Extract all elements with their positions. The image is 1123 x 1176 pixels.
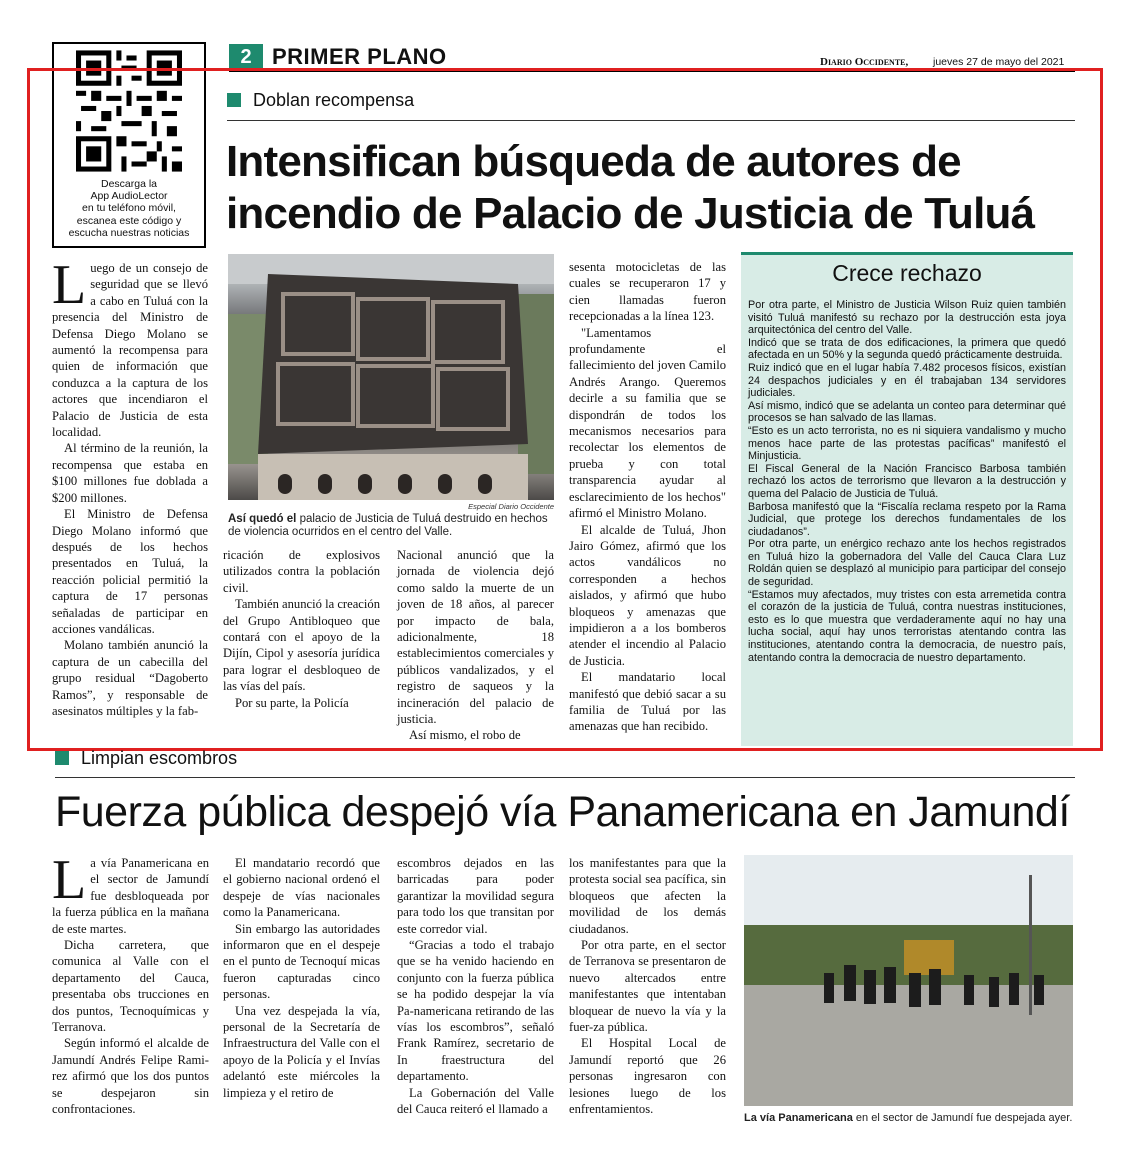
paragraph: Una vez despejada la vía, personal de la Secretaría de Infraestructura del Valle con el apoyo de la Policía y el Invías adelantó este miércoles la limpieza y el retiro de [223, 1003, 380, 1100]
paragraph: Molano también anunció la captura de un cabecilla del grupo residual “Dagoberto Ramos”, y responsable de asesinatos múltiples y la fab- [52, 638, 208, 718]
headline-line: Intensifican búsqueda de autores de [226, 137, 961, 186]
sidebar-paragraph: El Fiscal General de la Nación Francisco Barbosa también rechazó los actos de terrorismo que llevaron a la destrucción y quema del Palacio de Justicia de Tuluá. [748, 462, 1066, 500]
article2-kicker [55, 748, 237, 769]
photo-illustration [744, 855, 1073, 1106]
dropcap: L [52, 849, 87, 911]
caption-lead: La vía Panamericana [744, 1112, 853, 1124]
sidebar-paragraph: Por otra parte, un enérgico rechazo ante los hechos registrados en Tuluá hizo la gobernadora del Valle del Cauca Clara Luz Roldán quien se desplazó al municipio para participar del consejo de seguridad. [748, 538, 1066, 589]
sidebar-paragraph: Por otra parte, el Ministro de Justicia Wilson Ruiz quien también visitó Tuluá manifestó su rechazo por la destrucción esta joya arquitectónica del centro del Valle. [748, 299, 1066, 337]
paragraph: La Gobernación del Valle del Cauca reiteró el llamado a [397, 1085, 554, 1117]
paragraph: ricación de explosivos utilizados contra la población civil. [223, 548, 380, 595]
paragraph: a vía Panamericana en el sector de Jamundí fue desbloqueada por la fuerza pública en la mañana de este martes. [52, 856, 209, 936]
paragraph: El mandatario local manifestó que debió sacar a su familia de Tuluá por las amenazas que han recibido. [569, 670, 726, 734]
sidebar-paragraph: “Esto es un acto terrorista, no es ni siquiera vandalismo y mucho menos hace parte de las protestas pacíficas” manifestó el Minjusticia. [748, 424, 1066, 463]
newspaper-name: Diario Occidente, [820, 56, 909, 68]
panamericana-photo[interactable] [744, 855, 1073, 1106]
paragraph: El Ministro de Defensa Diego Molano informó que después de los hechos presentados en Tuluá, la reacción policial permitió la captura de 17 personas señaladas de participar en acciones vandálicas. [52, 507, 208, 636]
paragraph: Por otra parte, en el sector de Terranova se presentaron de nuevo altercados entre manifestantes que intentaban bloquear de nuevo la vía y la fuer-za pública. [569, 938, 726, 1035]
sidebar-title: Crece rechazo [832, 260, 982, 286]
sidebar-paragraph: Así mismo, indicó que se adelanta un conteo para determinar qué procesos se han salvado de las llamas. [748, 399, 1066, 425]
kicker-square-icon [55, 751, 69, 765]
paragraph: El mandatario recordó que el gobierno nacional ordenó el despeje de vías nacionales como la Panamericana. [223, 856, 380, 920]
photo-credit: Especial Diario Occidente [468, 502, 554, 511]
paragraph: Al término de la reunión, la recompensa que estaba en $100 millones fue doblada a $200 millones. [52, 441, 208, 505]
photo2-caption [744, 1112, 1074, 1125]
paragraph: "Lamentamos profundamente el fallecimiento del joven Camilo Andrés Arango. Queremos decirle a su familia que se dispondrán de todos los mecanismos necesarios para recolectar los elementos de prueba y con total transparencia ayudar al esclarecimiento de los hechos" afirmó el Ministro Molano. [569, 325, 726, 521]
article2-column-3 [397, 855, 554, 1118]
issue-date: jueves 27 de mayo del 2021 [933, 56, 1065, 68]
caption-lead: Así quedó el [228, 513, 297, 525]
paragraph: Sin embargo las autoridades informaron que en el despeje en el punto de Tecnoquí micas fueron capturadas cinco personas. [223, 921, 380, 1002]
paragraph: Así mismo, el robo de [409, 728, 521, 743]
caption-text: palacio de Justicia de Tuluá destruido en hechos de violencia ocurridos en el centro del Valle. [228, 513, 548, 538]
article2-column-1 [52, 849, 209, 1118]
article2-column-4 [569, 855, 726, 1118]
qr-caption-line: escucha nuestras noticias [68, 226, 190, 239]
qr-caption-line: App AudioLector [90, 190, 168, 203]
kicker-text: Doblan recompensa [253, 90, 415, 110]
paragraph: escombros dejados en las barricadas para poder garantizar la movilidad segura para todo los que transitan por este corredor vial. [397, 856, 554, 936]
paragraph: Por su parte, la Policía [235, 695, 349, 710]
sidebar-paragraph: Indicó que se trata de dos edificaciones, la primera que quedó afectada en un 50% y la segunda quedó prácticamente destruida. [748, 336, 1066, 362]
paragraph: Nacional anunció que la jornada de violencia dejó como saldo la muerte de un joven de 18 años, al parecer por impacto de bala, adicionalmente, 18 establecimientos comerciales y públicos vandalizados, y el registro de saqueos y la incineración del palacio de justicia. [397, 548, 554, 727]
sidebar-paragraph: Ruiz indicó que en el lugar había 7.482 procesos físicos, existían 24 despachos judiciales y en él trabajaban 134 servidores judiciales. [748, 361, 1066, 400]
sidebar-paragraph: Barbosa manifestó que la “Fiscalía reclama respeto por la Rama Judicial, que protege los derechos fundamentales de los ciudadanos”. [748, 500, 1066, 538]
paragraph: Según informó el alcalde de Jamundí Andrés Felipe Rami-rez afirmó que los dos puntos se despejaron sin confrontaciones. [52, 1036, 209, 1117]
paragraph: uego de un consejo de seguridad que se llevó a cabo en Tuluá con la presencia del Ministro de Defensa Diego Molano se aumentó la recompensa para quien de información que conduzca a la captura de los actores que incendiaron el Palacio de Justicia de esta localidad. [52, 261, 208, 440]
sidebar-paragraph: “Estamos muy afectados, muy tristes con esta arremetida contra el corazón de la justicia de Tuluá, contra nuestras instituciones, esto es lo que muestra que verdaderamente aquí no hay una lucha social, aquí hay unos terroristas atentando contra las instituciones, atentando contra la democracia, de nuestro país, atentando contra la democracia de nuestro departamento. [748, 588, 1066, 664]
qr-caption-line: Descarga la [100, 178, 158, 190]
qr-caption-line: en tu teléfono móvil, [82, 202, 176, 215]
paragraph: “Gracias a todo el trabajo que se ha venido haciendo en conjunto con la fuerza pública se ha podido despejar la vía Pa-namericana retirando de las vías los escombros”, señaló Frank Ramírez, secretario de In fraestructura del departamento. [397, 938, 554, 1084]
kicker-text: Limpian escombros [81, 748, 238, 768]
kicker2-rule [55, 777, 1075, 778]
paragraph: sesenta motocicletas de las cuales se recuperaron 17 y cien llamadas fueron recepcionadas a la línea 123. [569, 260, 726, 324]
paragraph: El Hospital Local de Jamundí reportó que 26 personas ingresaron con lesiones luego de los enfrentamientos. [569, 1036, 726, 1117]
dropcap: L [52, 254, 87, 316]
qr-caption-line: escanea este código y [76, 214, 182, 227]
article2-column-2 [223, 855, 380, 1101]
paragraph: Dicha carretera, que comunica al Valle con el departamento del Cauca, presentaba obs trucciones en dos puntos, Tecnoquímicas y Terranova. [52, 938, 209, 1035]
headline-line: incendio de Palacio de Justicia de Tuluá [226, 189, 1035, 238]
section-title: PRIMER PLANO [272, 44, 447, 69]
paragraph: También anunció la creación del Grupo Antibloqueo que contará con el apoyo de la Dijín, Cipol y asesoría jurídica para lograr el desbloqueo de las vías del país. [223, 597, 380, 694]
highlight-frame [27, 68, 1103, 751]
page-number-badge: 2 [229, 44, 263, 70]
paragraph: los manifestantes para que la protesta social sea pacífica, sin bloqueos que afecten la movilidad de los demás ciudadanos. [569, 856, 726, 936]
article2-headline: Fuerza pública despejó vía Panamericana en Jamundí [55, 788, 1070, 836]
paragraph: El alcalde de Tuluá, Jhon Jairo Gómez, afirmó que los actos vandálicos no corresponden a hechos aislados, y afirmó que hubo bloqueos y amenazas que impidieron a a los bomberos atender el incendio al Palacio de Justicia. [569, 522, 726, 668]
caption-text: en el sector de Jamundí fue despejada ayer. [855, 1112, 1073, 1124]
